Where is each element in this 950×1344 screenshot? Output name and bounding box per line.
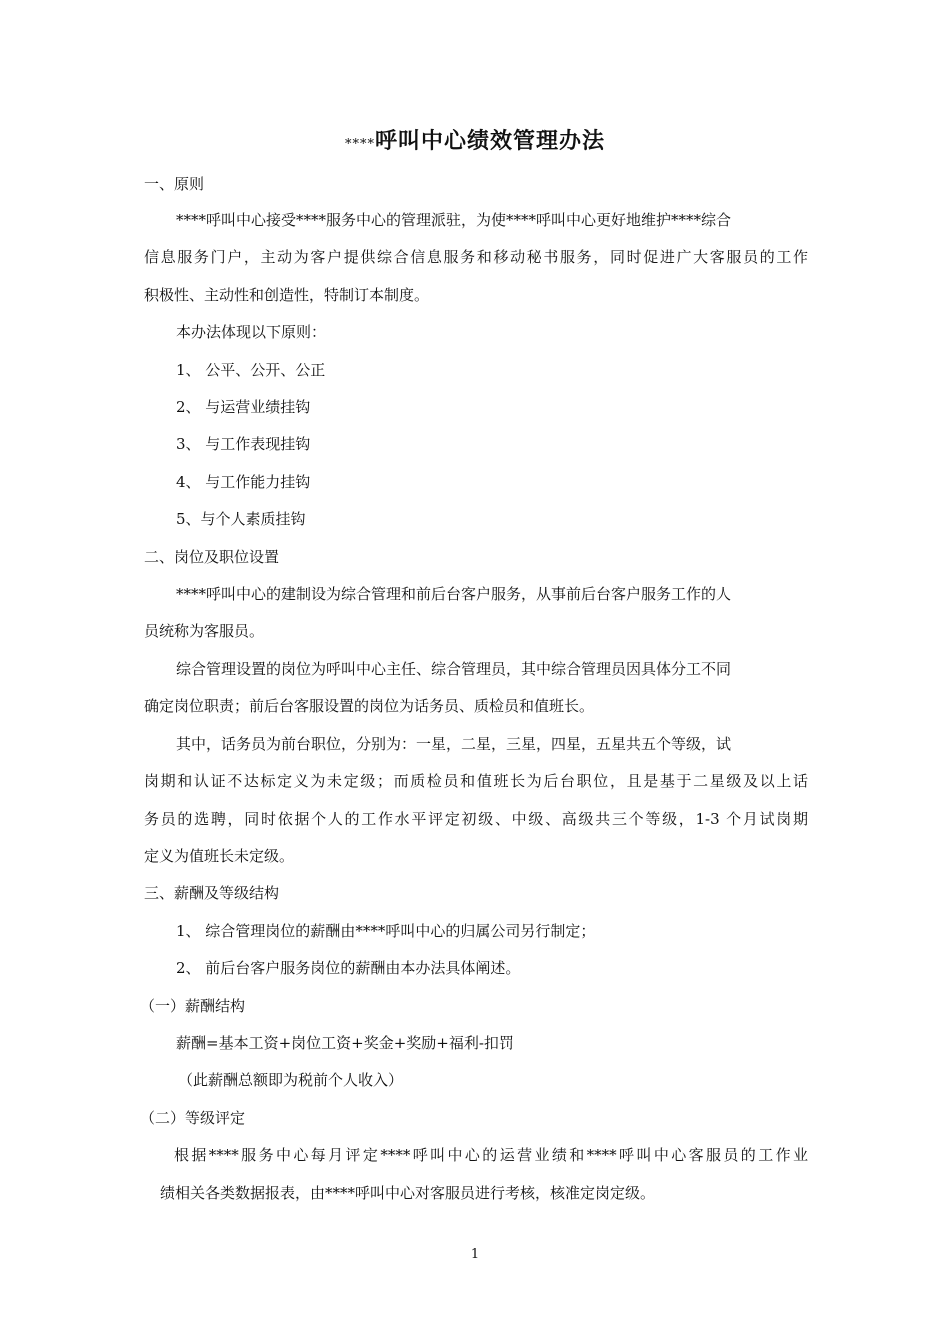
list-item: 4、 与工作能力挂钩 — [176, 473, 311, 491]
paragraph-line: 综合管理设置的岗位为呼叫中心主任、综合管理员，其中综合管理员因具体分工不同 — [176, 660, 732, 678]
paragraph-line: 务员的选聘，同时依据个人的工作水平评定初级、中级、高级共三个等级，1-3 个月试岗期 — [144, 810, 808, 828]
subsection-heading: （一）薪酬结构 — [140, 997, 246, 1015]
paragraph-line: 定义为值班长未定级。 — [144, 847, 295, 865]
formula-line: 薪酬=基本工资+岗位工资+奖金+奖励+福利-扣罚 — [176, 1034, 514, 1052]
paragraph-line: 其中，话务员为前台职位，分别为：一星，二星，三星，四星，五星共五个等级，试 — [176, 735, 732, 753]
paragraph-line: ****呼叫中心的建制设为综合管理和前后台客户服务，从事前后台客户服务工作的人 — [176, 585, 732, 603]
list-item: 2、 前后台客户服务岗位的薪酬由本办法具体阐述。 — [176, 959, 521, 977]
paragraph-line: ****呼叫中心接受****服务中心的管理派驻，为使****呼叫中心更好地维护****综合 — [176, 211, 732, 229]
list-item: 2、 与运营业绩挂钩 — [176, 398, 311, 416]
section-heading-3: 三、薪酬及等级结构 — [144, 884, 280, 902]
list-item: 3、 与工作表现挂钩 — [176, 435, 311, 453]
paragraph-line: 本办法体现以下原则： — [176, 323, 327, 341]
paragraph-line: 信息服务门户，主动为客户提供综合信息服务和移动秘书服务，同时促进广大客服员的工作 — [144, 248, 808, 266]
list-item: 1、 综合管理岗位的薪酬由****呼叫中心的归属公司另行制定； — [176, 922, 596, 940]
section-heading-1: 一、原则 — [144, 175, 205, 193]
paragraph-line: 岗期和认证不达标定义为未定级；而质检员和值班长为后台职位，且是基于二星级及以上话 — [144, 772, 808, 790]
list-item: 1、 公平、公开、公正 — [176, 361, 326, 379]
page-number: 1 — [470, 1247, 480, 1262]
paragraph-line: 根据****服务中心每月评定****呼叫中心的运营业绩和****呼叫中心客服员的工作业 — [174, 1146, 808, 1164]
list-item: 5、与个人素质挂钩 — [176, 510, 306, 528]
paragraph-line: 积极性、主动性和创造性，特制订本制度。 — [144, 286, 430, 304]
subsection-heading: （二）等级评定 — [140, 1109, 246, 1127]
paragraph-line: 绩相关各类数据报表，由****呼叫中心对客服员进行考核，核准定岗定级。 — [160, 1184, 656, 1202]
paragraph-line: 确定岗位职责；前后台客服设置的岗位为话务员、质检员和值班长。 — [144, 697, 595, 715]
note-line: （此薪酬总额即为税前个人收入） — [178, 1071, 404, 1089]
title-main: 呼叫中心绩效管理办法 — [374, 128, 605, 154]
paragraph-line: 员统称为客服员。 — [144, 622, 265, 640]
section-heading-2: 二、岗位及职位设置 — [144, 548, 280, 566]
title-prefix: **** — [344, 137, 375, 152]
document-title — [0, 124, 950, 155]
